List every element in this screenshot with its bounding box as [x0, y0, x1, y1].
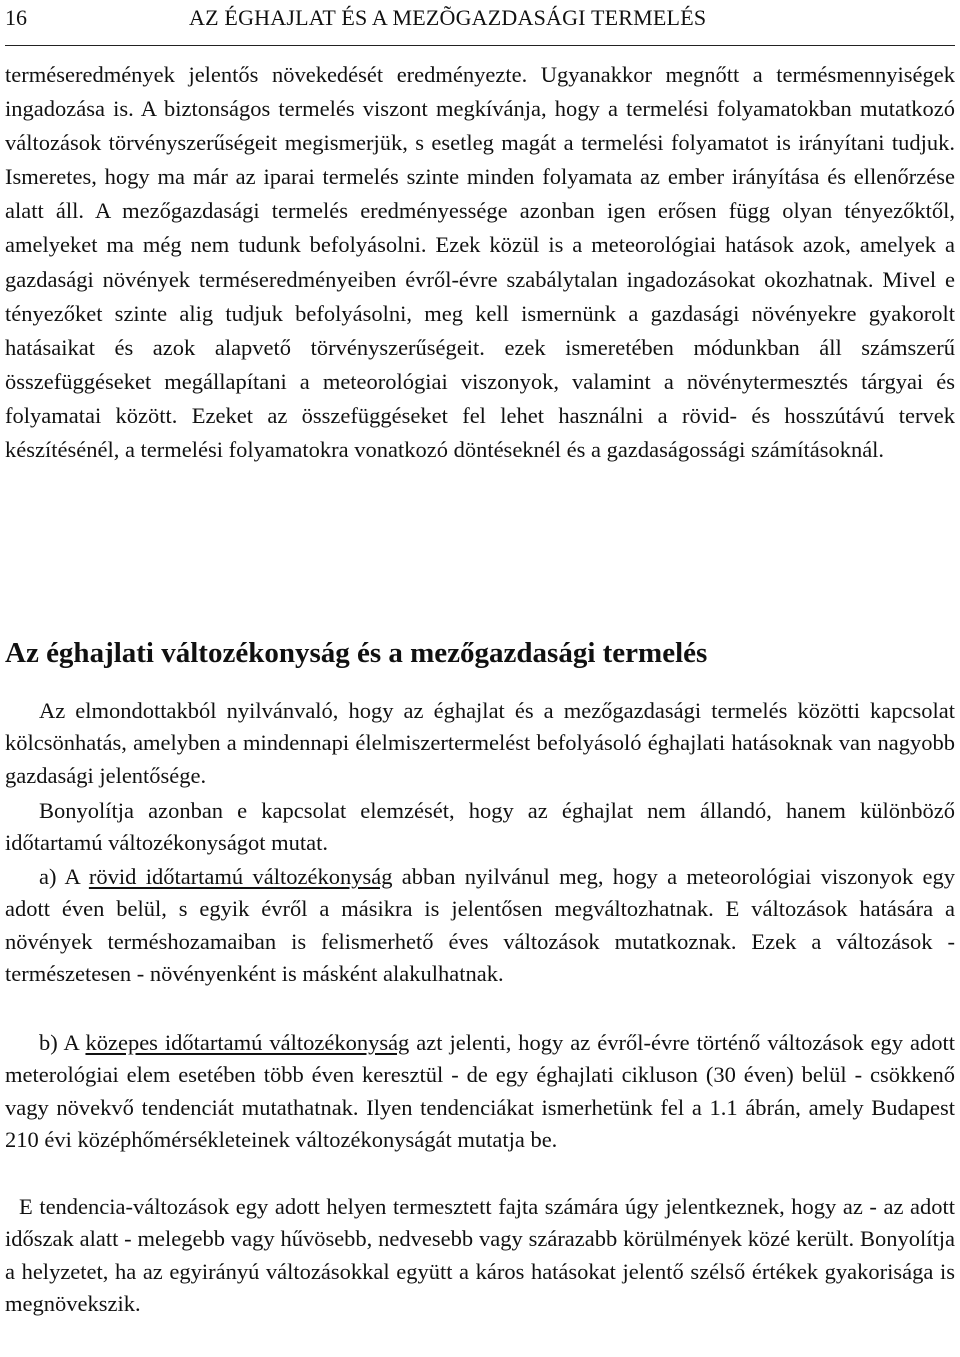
- page-header: [5, 4, 955, 36]
- page-number: 16: [5, 5, 27, 30]
- body-paragraph-6: E tendencia-változások egy adott helyen termesztett fajta számára úgy jelentkeznek, hogy az - az adott időszak alatt - melegebb vagy hűvösebb, nedvesebb vagy szárazabb körülmények közé került. Bonyolítja a helyzetet, ha az egyirányú változásokkal együtt a káros hatásokat jelentő szélső értékek gyakorisága is megnövekszik.: [5, 1194, 955, 1317]
- body-paragraph-1: terméseredmények jelentős növekedését eredményezte. Ugyanakkor megnőtt a termésmennyiségek ingadozása is. A biztonságos termelés viszont megkívánja, hogy a termelési folyamatokban mutatkozó változások törvényszerűségeit megismerjük, s esetleg magát a termelési folyamatot is irányítani tudjuk. Ismeretes, hogy ma már az iparai termelés szinte minden folyamata az ember irányítása és ellenőrzése alatt áll. A mezőgazdasági termelés eredményessége azonban igen erősen függ olyan tényezőktől, amelyeket ma még nem tudunk befolyásolni. Ezek közül is a meteorológiai hatások azok, amelyek a gazdasági növények terméseredményeiben évről-évre szabálytalan ingadozásokat okozhatnak. Mivel e tényezőket szinte alig tudjuk befolyásolni, meg kell ismernünk a gazdasági növényekre gyakorolt hatásaikat és azok alapvető törvényszerűségeit. ezek ismeretében módunkban áll számszerű összefüggéseket megállapítani a meteorológiai viszonyok, valamint a növénytermesztés tárgyai és folyamatai között. Ezeket az összefüggéseket fel lehet használni a rövid- és hosszútávú tervek készítésénél, a termelési folyamatokra vonatkozó döntéseknél és a gazdaságossági számításoknál.: [5, 62, 955, 463]
- para5-text: azt jelenti, hogy az évről-évre történő változások egy adott meterológiai elem esetében több éven keresztül - de egy éghajlati cikluson (30 éven) belül - csökkenő vagy növekvő tendenciát mutathatnak. Ilyen tendenciákat ismerhetünk fel a 1.1 ábrán, amely Budapest 210 évi középhőmérsékleteinek változékonyságát mutatja be.: [5, 1030, 955, 1153]
- para4-text: abban nyilvánul meg, hogy a meteorológiai viszonyok egy adott éven belül, s egyik évről a másikra is jelentősen megváltozhatnak. E változások hatására a növények terméshozamaiban is felismerhető éves változások mutatkoznak. Ezek a változások - természetesen - növényenként is másként alakulhatnak.: [5, 864, 955, 987]
- short-term-variability-term: rövid időtartamú változékonyság: [88, 864, 393, 889]
- document-page: [5, 0, 955, 1357]
- body-paragraph-3: Bonyolítja azonban e kapcsolat elemzését, hogy az éghajlat nem állandó, hanem különböző időtartamú változékonyságot mutat.: [5, 798, 955, 856]
- para4-prefix: a) A: [39, 864, 89, 889]
- body-paragraph-4: [5, 861, 955, 991]
- running-title: AZ ÉGHAJLAT ÉS A MEZÕGAZDASÁGI TERMELÉS: [189, 5, 707, 30]
- header-rule: [5, 45, 955, 46]
- body-paragraph-5: [5, 1027, 955, 1157]
- body-paragraph-2: Az elmondottakból nyilvánvaló, hogy az éghajlat és a mezőgazdasági termelés közötti kapcsolat kölcsönhatás, amelyben a mindennapi élelmiszertermelést befolyásoló éghajlati hatásoknak van nagyobb gazdasági jelentősége.: [5, 698, 955, 788]
- para5-prefix: b) A: [39, 1030, 86, 1055]
- section-heading: Az éghajlati változékonyság és a mezőgazdasági termelés: [5, 637, 708, 669]
- medium-term-variability-term: közepes időtartamú változékonyság: [85, 1030, 410, 1055]
